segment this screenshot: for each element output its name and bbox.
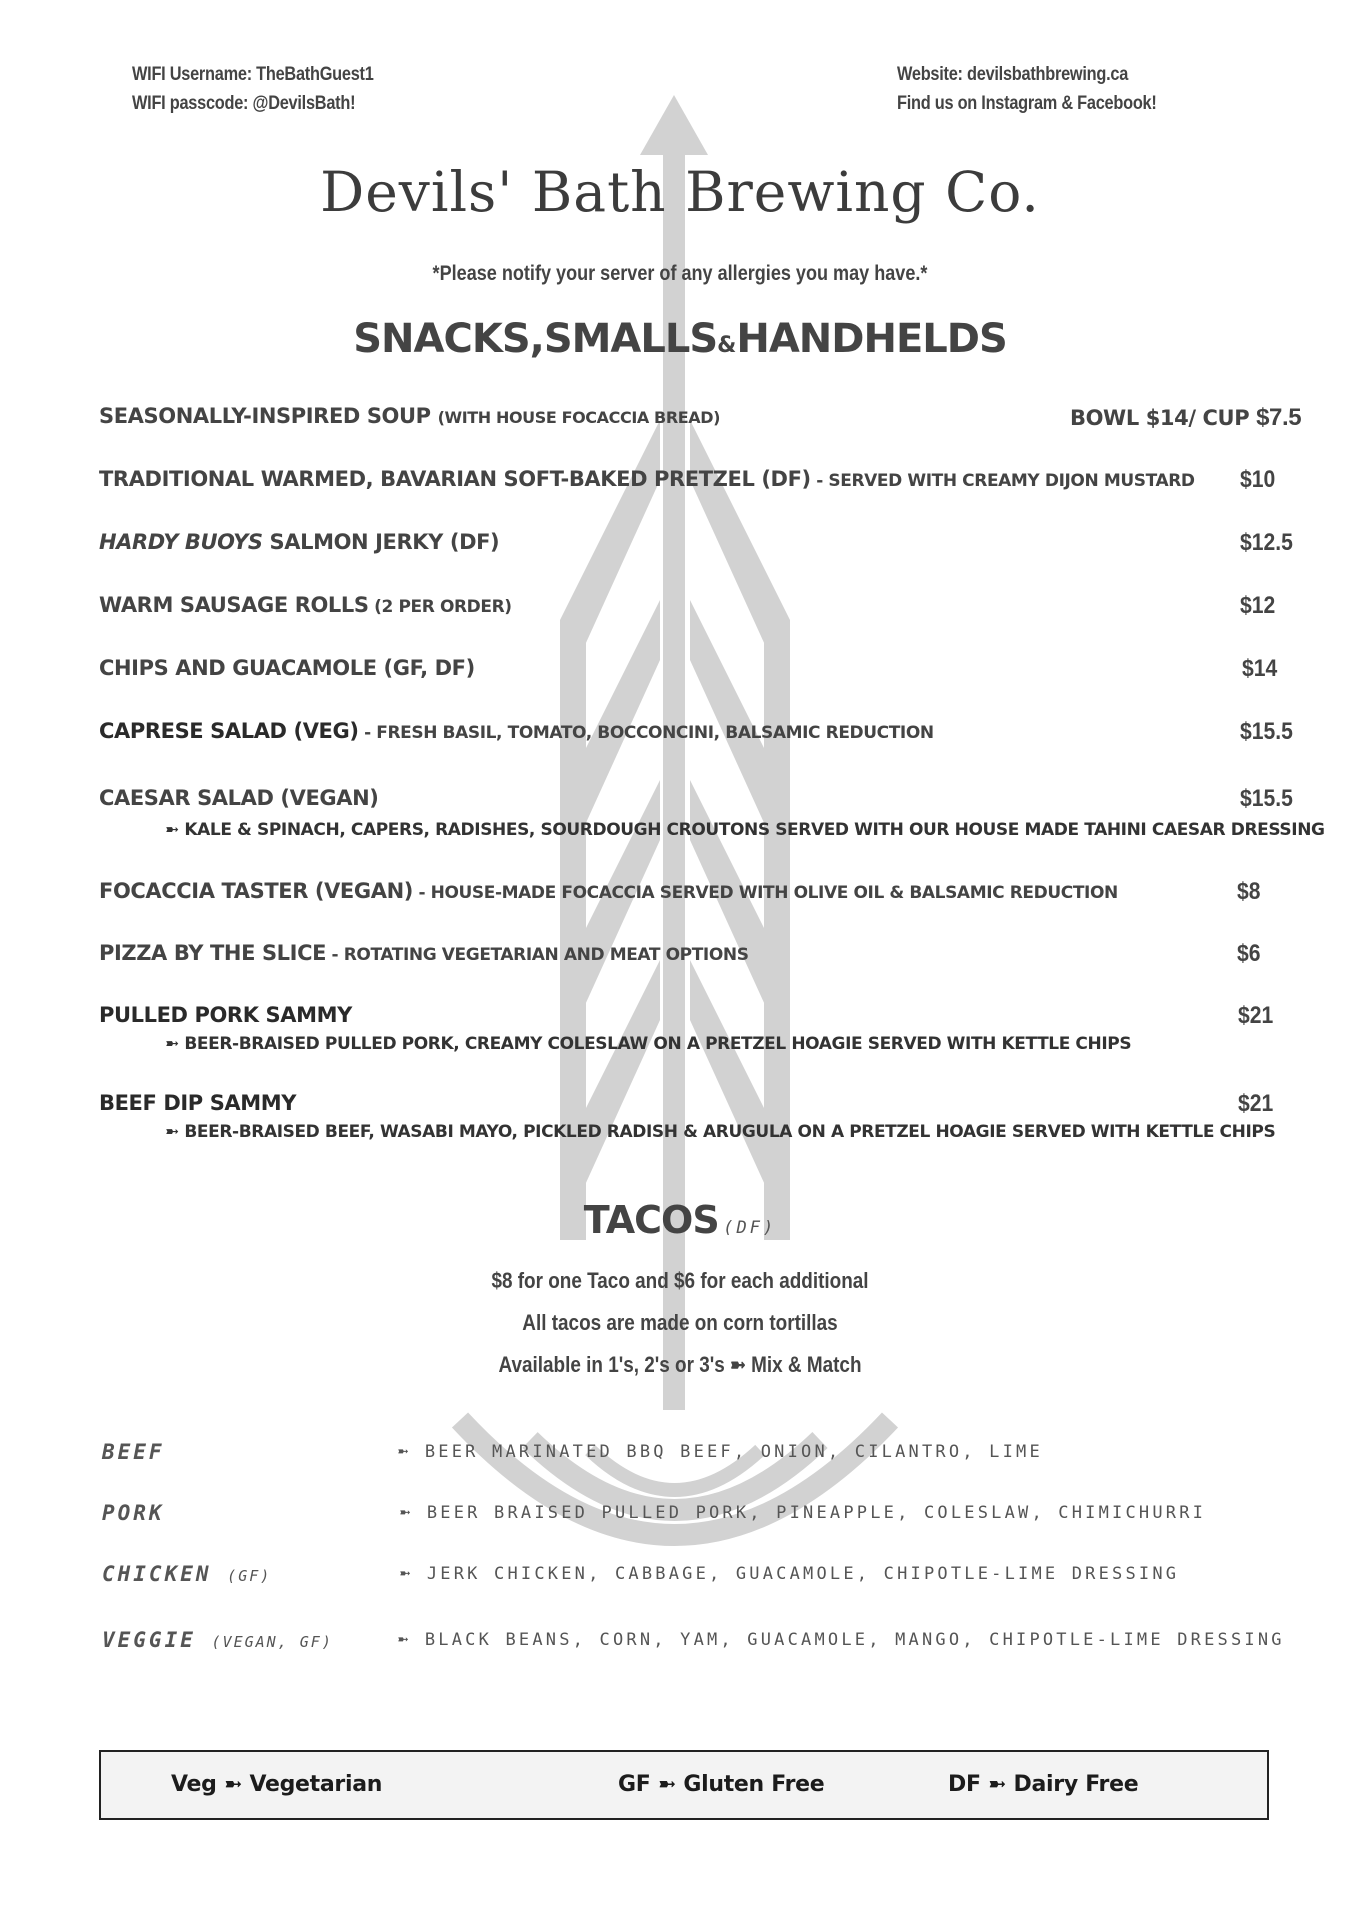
brand-title: Devils' Bath Brewing Co. bbox=[320, 160, 1040, 224]
taco-name-text: VEGGIE bbox=[102, 1628, 196, 1652]
menu-item-caesar bbox=[99, 786, 378, 810]
taco-name-pork bbox=[102, 1501, 165, 1525]
taco-name-beef bbox=[102, 1440, 165, 1464]
item-price: $12.5 bbox=[1240, 529, 1293, 556]
tacos-title-tag: (DF) bbox=[723, 1218, 777, 1238]
taco-name-text: PORK bbox=[102, 1501, 165, 1525]
taco-name-text: BEEF bbox=[102, 1440, 165, 1464]
taco-name-text: CHICKEN bbox=[102, 1562, 212, 1586]
menu-item-soup bbox=[99, 404, 720, 428]
item-name: TRADITIONAL WARMED, BAVARIAN SOFT-BAKED PRETZEL (DF) bbox=[99, 467, 811, 491]
menu-item-beef-dip-sammy bbox=[99, 1091, 296, 1115]
menu-item-caprese bbox=[99, 719, 934, 743]
item-desc: - HOUSE-MADE FOCACCIA SERVED WITH OLIVE OIL & BALSAMIC REDUCTION bbox=[412, 883, 1118, 903]
taco-tag: (GF) bbox=[227, 1567, 272, 1585]
snacks-title bbox=[0, 316, 1360, 362]
menu-item-jerky bbox=[99, 530, 499, 554]
tacos-title-text: TACOS bbox=[583, 1198, 719, 1242]
website-text: Website: devilsbathbrewing.ca bbox=[897, 64, 1129, 85]
item-desc: - FRESH BASIL, TOMATO, BOCCONCINI, BALSAMIC REDUCTION bbox=[358, 723, 934, 743]
taco-name-veggie bbox=[102, 1628, 333, 1652]
taco-name-chicken bbox=[102, 1562, 271, 1586]
item-note: (WITH HOUSE FOCACCIA BREAD) bbox=[437, 408, 721, 427]
taco-desc-pork: ➼ BEER BRAISED PULLED PORK, PINEAPPLE, COLESLAW, CHIMICHURRI bbox=[400, 1503, 1207, 1523]
menu-item-sausage-rolls bbox=[99, 593, 512, 617]
menu-item-pretzel bbox=[99, 467, 1195, 491]
dietary-legend bbox=[99, 1750, 1269, 1820]
snacks-title-a: SNACKS,SMALLS bbox=[353, 316, 718, 362]
item-name: PULLED PORK SAMMY bbox=[99, 1003, 352, 1027]
tacos-tortilla-line: All tacos are made on corn tortillas bbox=[522, 1310, 838, 1335]
item-note: (2 PER ORDER) bbox=[368, 597, 512, 617]
item-name: PIZZA BY THE SLICE bbox=[99, 941, 327, 965]
contact-info bbox=[897, 60, 1157, 118]
item-price: $8 bbox=[1237, 878, 1261, 905]
item-price: $15.5 bbox=[1240, 785, 1293, 812]
legend-gf: GF ➼ Gluten Free bbox=[618, 1772, 825, 1797]
item-price: $21 bbox=[1238, 1090, 1274, 1117]
wifi-passcode: WIFI passcode: @DevilsBath! bbox=[132, 93, 356, 114]
snacks-title-b: HANDHELDS bbox=[736, 316, 1007, 362]
item-name: CAPRESE SALAD (VEG) bbox=[99, 719, 359, 743]
taco-desc-veggie: ➼ BLACK BEANS, CORN, YAM, GUACAMOLE, MANGO, CHIPOTLE-LIME DRESSING bbox=[398, 1630, 1285, 1650]
menu-item-chips bbox=[99, 656, 475, 680]
wifi-info bbox=[132, 60, 374, 118]
legend-df: DF ➼ Dairy Free bbox=[948, 1772, 1139, 1797]
item-desc: - ROTATING VEGETARIAN AND MEAT OPTIONS bbox=[326, 945, 749, 965]
allergy-note: *Please notify your server of any allergies you may have.* bbox=[432, 262, 928, 285]
snacks-title-amp: & bbox=[717, 333, 737, 358]
wifi-username: WIFI Username: TheBathGuest1 bbox=[132, 64, 374, 85]
item-price: $21 bbox=[1238, 1002, 1274, 1029]
item-brand: HARDY BUOYS bbox=[99, 530, 263, 554]
item-name: CHIPS AND GUACAMOLE (GF, DF) bbox=[99, 656, 475, 680]
tacos-mix-line: Available in 1's, 2's or 3's ➼ Mix & Match bbox=[498, 1352, 862, 1377]
soup-price-cup: $7.5 bbox=[1256, 404, 1302, 431]
soup-price-label: BOWL $14/ CUP bbox=[1070, 406, 1250, 430]
item-name: CAESAR SALAD (VEGAN) bbox=[99, 786, 379, 810]
item-desc: ➼ KALE & SPINACH, CAPERS, RADISHES, SOURDOUGH CROUTONS SERVED WITH OUR HOUSE MADE TAHINI CAESAR DRESSING bbox=[165, 820, 1325, 840]
item-name: WARM SAUSAGE ROLLS bbox=[99, 593, 369, 617]
item-price: $14 bbox=[1242, 655, 1278, 682]
legend-veg: Veg ➼ Vegetarian bbox=[171, 1772, 383, 1797]
social-text: Find us on Instagram & Facebook! bbox=[897, 93, 1157, 114]
menu-item-pulled-pork-sammy bbox=[99, 1003, 352, 1027]
item-price: $6 bbox=[1237, 940, 1261, 967]
item-name: FOCACCIA TASTER (VEGAN) bbox=[99, 879, 413, 903]
tacos-price-line: $8 for one Taco and $6 for each additional bbox=[491, 1268, 869, 1293]
item-desc: ➼ BEER-BRAISED PULLED PORK, CREAMY COLESLAW ON A PRETZEL HOAGIE SERVED WITH KETTLE CHIPS bbox=[165, 1034, 1132, 1054]
taco-desc-beef: ➼ BEER MARINATED BBQ BEEF, ONION, CILANTRO, LIME bbox=[398, 1442, 1043, 1462]
taco-tag: (VEGAN, GF) bbox=[211, 1633, 333, 1651]
item-price: $12 bbox=[1240, 592, 1276, 619]
item-name: BEEF DIP SAMMY bbox=[99, 1091, 297, 1115]
menu-item-pizza bbox=[99, 941, 749, 965]
taco-desc-chicken: ➼ JERK CHICKEN, CABBAGE, GUACAMOLE, CHIPOTLE-LIME DRESSING bbox=[400, 1564, 1180, 1584]
item-desc: - SERVED WITH CREAMY DIJON MUSTARD bbox=[810, 471, 1195, 491]
soup-price bbox=[1070, 404, 1301, 432]
item-desc: ➼ BEER-BRAISED BEEF, WASABI MAYO, PICKLED RADISH & ARUGULA ON A PRETZEL HOAGIE SERVED WITH KETTLE CHIPS bbox=[165, 1122, 1276, 1142]
menu-item-focaccia bbox=[99, 879, 1118, 903]
item-name: SALMON JERKY (DF) bbox=[262, 530, 500, 554]
item-price: $10 bbox=[1240, 466, 1276, 493]
item-price: $15.5 bbox=[1240, 718, 1293, 745]
tacos-title bbox=[0, 1198, 1360, 1242]
item-name: SEASONALLY-INSPIRED SOUP bbox=[99, 404, 431, 428]
